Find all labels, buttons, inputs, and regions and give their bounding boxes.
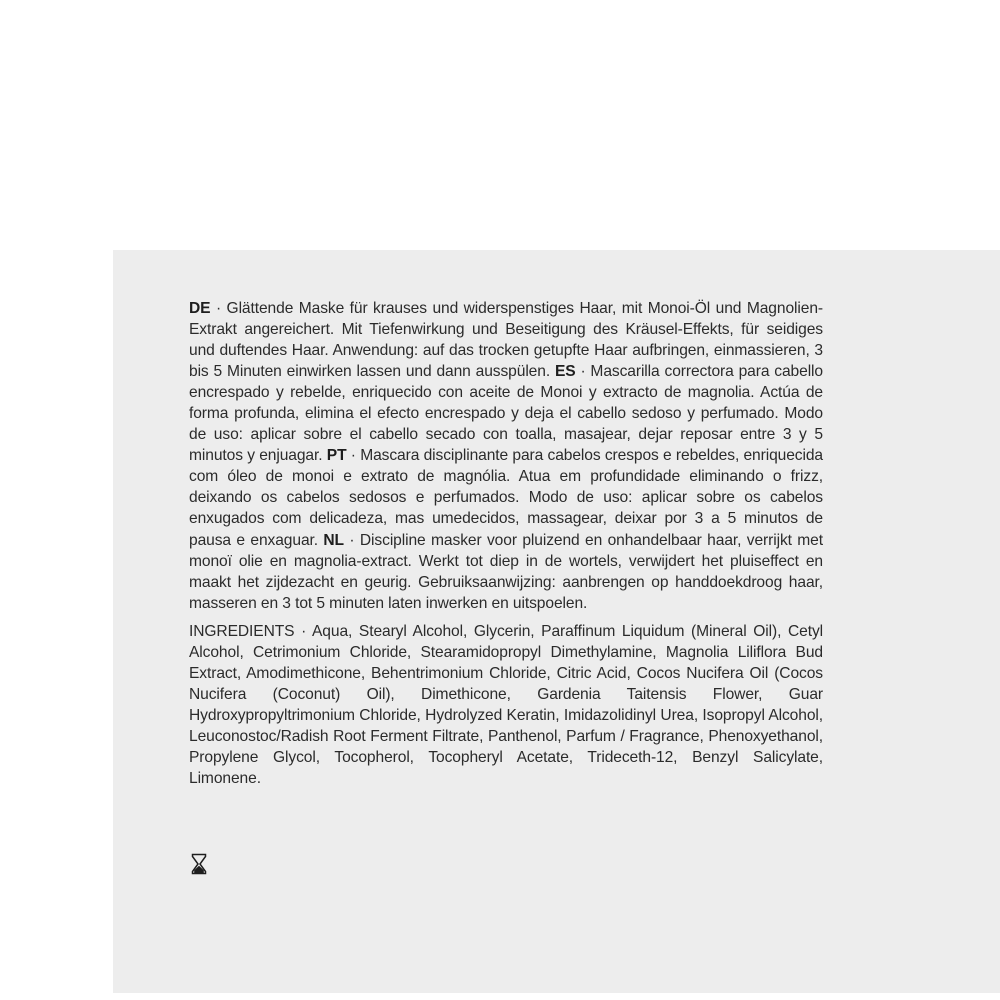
description-pt: · Mascara disciplinante para cabelos crespos e rebeldes, enriquecida com óleo de monoi e extrato de magnólia. Atua em profundidade eliminando o frizz, deixando os cabelos sedosos e perfumados. Modo de uso: aplicar sobre os cabelos enxugados com delicadeza, mas umedecidos, massagear, deixar por 3 a 5 minutos de pausa e enxaguar. — [189, 447, 824, 549]
lang-code-de: DE — [189, 300, 211, 317]
description-de: · Glättende Maske für krauses und widerspenstiges Haar, mit Monoi-Öl und Magnolien-Extrakt angereichert. Mit Tiefenwirkung und Beseitigung des Kräusel-Effekts, für seidiges und duftendes Haar. Anwendung: auf das trocken getupfte Haar aufbringen, einmassieren, 3 bis 5 Minuten einwirken lassen und dann ausspülen. — [189, 300, 823, 381]
lang-code-es: ES — [554, 363, 576, 381]
label-text-block — [189, 298, 823, 789]
lang-code-pt: PT — [326, 447, 347, 465]
description-nl: · Discipline masker voor pluizend en onhandelbaar haar, verrijkt met monoï olie en magnolia-extract. Werkt tot diep in de wortels, verwijdert het pluiseffect en maakt het zijdezacht en geurig. Gebruiksaanwijzing: aanbrengen op handdoekdroog haar, masseren en 3 tot 5 minuten laten inwerken en uitspoelen. — [189, 531, 823, 612]
product-description — [189, 298, 823, 614]
lang-code-nl: NL — [323, 531, 344, 549]
ingredients-list: INGREDIENTS · Aqua, Stearyl Alcohol, Glycerin, Paraffinum Liquidum (Mineral Oil), Cetyl Alcohol, Cetrimonium Chloride, Stearamidopropyl Dimethylamine, Magnolia Liliflora Bud Extract, Amodimethicone, Behentrimonium Chloride, Citric Acid, Cocos Nucifera Oil (Cocos Nucifera (Coconut) Oil), Dimethicone, Gardenia Taitensis Flower, Guar Hydroxypropyltrimonium Chloride, Hydrolyzed Keratin, Imidazolidinyl Urea, Isopropyl Alcohol, Leuconostoc/Radish Root Ferment Filtrate, Panthenol, Parfum / Fragrance, Phenoxyethanol, Propylene Glycol, Tocopherol, Tocopheryl Acetate, Trideceth-12, Benzyl Salicylate, Limonene. — [189, 622, 823, 788]
product-label-panel — [113, 250, 1000, 993]
hourglass-icon — [191, 853, 207, 875]
description-es: · Mascarilla correctora para cabello encrespado y rebelde, enriquecido con aceite de Monoi y extracto de magnolia. Actúa de forma profunda, elimina el efecto encrespado y deja el cabello sedoso y perfumado. Modo de uso: aplicar sobre el cabello secado con toalla, masajear, dejar reposar entre 3 y 5 minutos y enjuagar. — [189, 363, 823, 465]
